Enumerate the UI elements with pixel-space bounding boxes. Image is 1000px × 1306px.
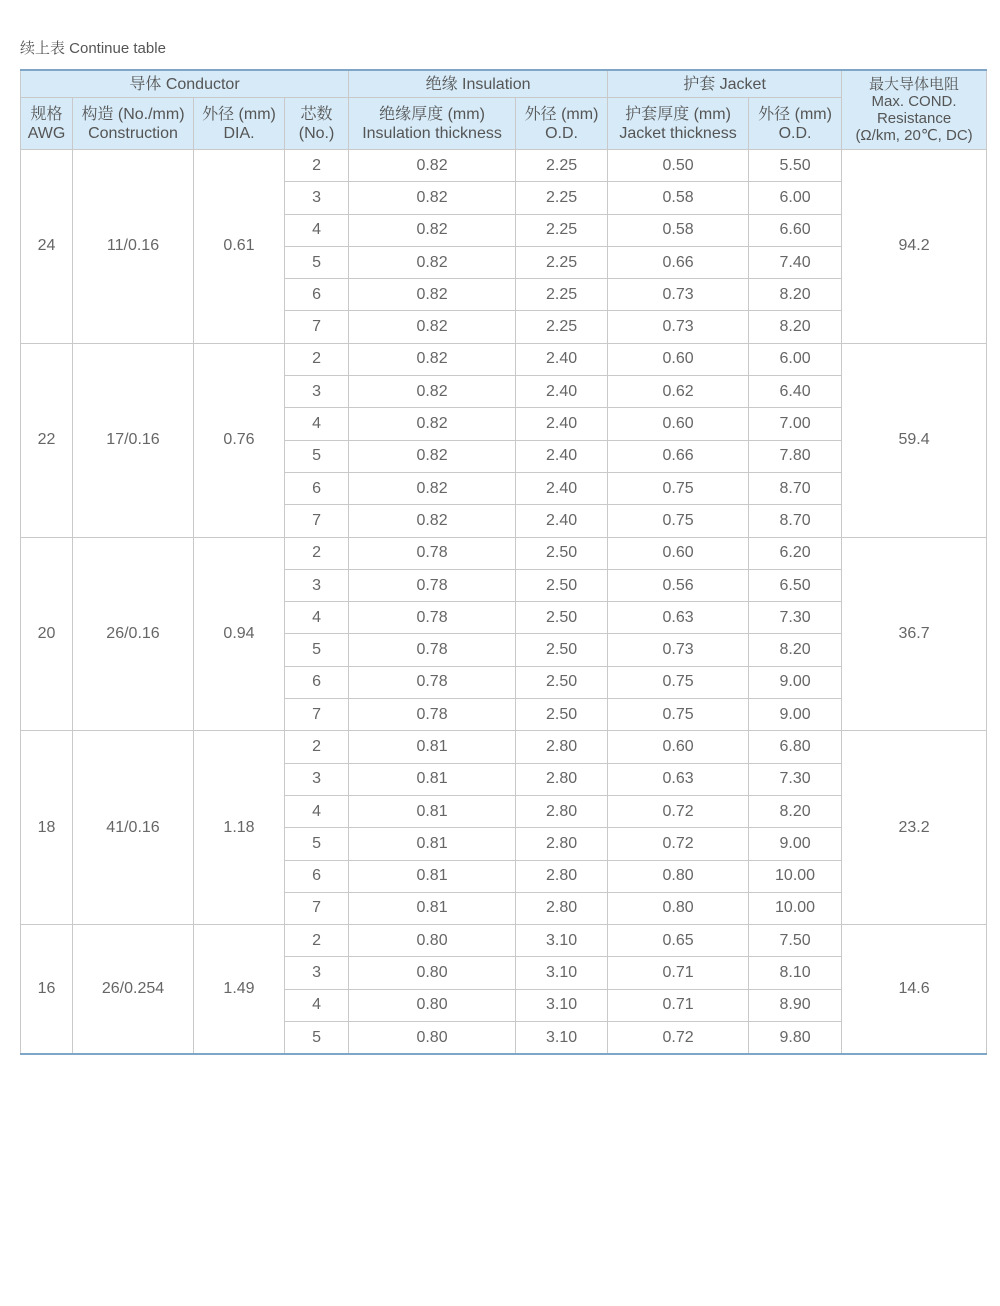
insulation-thickness-cell: 0.81 (349, 860, 516, 892)
awg-cell: 18 (21, 731, 73, 925)
jacket-od-cell: 10.00 (749, 860, 842, 892)
insulation-od-cell: 3.10 (516, 957, 608, 989)
insulation-thickness-cell: 0.82 (349, 214, 516, 246)
dia-cell: 0.61 (194, 150, 285, 344)
awg-cell: 20 (21, 537, 73, 731)
construction-cell: 17/0.16 (73, 343, 194, 537)
jacket-thickness-cell: 0.72 (608, 828, 749, 860)
insulation-od-cell: 3.10 (516, 925, 608, 957)
jacket-thickness-cell: 0.62 (608, 376, 749, 408)
insulation-thickness-cell: 0.78 (349, 537, 516, 569)
core-count-cell: 3 (285, 182, 349, 214)
jacket-thickness-cell: 0.60 (608, 731, 749, 763)
core-count-cell: 6 (285, 860, 349, 892)
construction-header-line: Construction (88, 124, 178, 142)
insulation-od-cell: 2.25 (516, 182, 608, 214)
jacket-od-cell: 8.10 (749, 957, 842, 989)
dia-cell: 1.18 (194, 731, 285, 925)
resistance-cell: 94.2 (842, 150, 987, 344)
cores-header (285, 98, 349, 150)
awg-header-line: 规格 (30, 105, 63, 123)
cores-header-line: (No.) (298, 124, 335, 142)
resistance-cell: 23.2 (842, 731, 987, 925)
jacket-thickness-cell: 0.75 (608, 472, 749, 504)
table-row (21, 537, 987, 569)
jacket-od-cell: 7.50 (749, 925, 842, 957)
core-count-cell: 5 (285, 440, 349, 472)
insulation-od-cell: 2.25 (516, 214, 608, 246)
core-count-cell: 7 (285, 311, 349, 343)
awg-cell: 22 (21, 343, 73, 537)
jacket-thickness-cell: 0.72 (608, 1022, 749, 1055)
insulation-od-cell: 2.25 (516, 279, 608, 311)
table-row (21, 731, 987, 763)
jacket-thickness-cell: 0.63 (608, 602, 749, 634)
jacket-thickness-header-line: Jacket thickness (619, 124, 737, 142)
jacket-thickness-cell: 0.71 (608, 989, 749, 1021)
jacket-thickness-cell: 0.73 (608, 634, 749, 666)
jacket-thickness-cell: 0.60 (608, 408, 749, 440)
jacket-od-cell: 7.30 (749, 602, 842, 634)
insulation-od-cell: 3.10 (516, 1022, 608, 1055)
jacket-od-cell: 5.50 (749, 150, 842, 182)
insulation-od-cell: 2.80 (516, 763, 608, 795)
insulation-od-cell: 2.80 (516, 795, 608, 827)
resistance-cell: 14.6 (842, 925, 987, 1055)
jacket-thickness-cell: 0.65 (608, 925, 749, 957)
jacket-thickness-cell: 0.56 (608, 569, 749, 601)
insulation-thickness-cell: 0.81 (349, 731, 516, 763)
jacket-thickness-cell: 0.60 (608, 537, 749, 569)
insulation-thickness-cell: 0.81 (349, 828, 516, 860)
resistance-header-line: 最大导体电阻 (869, 76, 960, 93)
insulation-od-cell: 2.50 (516, 699, 608, 731)
jacket-od-cell: 9.80 (749, 1022, 842, 1055)
jacket-header: 护套 Jacket (608, 70, 842, 98)
jacket-thickness-cell: 0.71 (608, 957, 749, 989)
table-row (21, 925, 987, 957)
jacket-od-cell: 8.20 (749, 279, 842, 311)
jacket-thickness-cell: 0.60 (608, 343, 749, 375)
table-row (21, 150, 987, 182)
jacket-od-cell: 6.20 (749, 537, 842, 569)
insulation-od-cell: 2.80 (516, 860, 608, 892)
core-count-cell: 4 (285, 408, 349, 440)
construction-cell: 26/0.254 (73, 925, 194, 1055)
insulation-thickness-cell: 0.82 (349, 182, 516, 214)
jacket-thickness-cell: 0.80 (608, 892, 749, 924)
dia-header-line: 外径 (mm) (202, 105, 276, 123)
jacket-thickness-cell: 0.63 (608, 763, 749, 795)
insulation-od-cell: 2.50 (516, 634, 608, 666)
core-count-cell: 2 (285, 537, 349, 569)
insulation-thickness-header-line: Insulation thickness (362, 124, 502, 142)
jacket-od-cell: 8.70 (749, 472, 842, 504)
construction-header (73, 98, 194, 150)
cable-spec-table (20, 69, 987, 1055)
core-count-cell: 4 (285, 214, 349, 246)
jacket-od-cell: 7.00 (749, 408, 842, 440)
insulation-od-cell: 2.40 (516, 505, 608, 537)
insulation-od-header (516, 98, 608, 150)
jacket-od-cell: 8.20 (749, 634, 842, 666)
resistance-cell: 36.7 (842, 537, 987, 731)
insulation-thickness-cell: 0.80 (349, 1022, 516, 1055)
cores-header-line: 芯数 (300, 105, 333, 123)
resistance-header (842, 70, 987, 150)
insulation-od-cell: 2.80 (516, 828, 608, 860)
insulation-thickness-cell: 0.82 (349, 376, 516, 408)
core-count-cell: 5 (285, 246, 349, 278)
insulation-thickness-cell: 0.82 (349, 246, 516, 278)
core-count-cell: 6 (285, 279, 349, 311)
jacket-od-header-line: O.D. (778, 124, 812, 142)
insulation-thickness-cell: 0.82 (349, 408, 516, 440)
insulation-header: 绝缘 Insulation (349, 70, 608, 98)
jacket-thickness-cell: 0.58 (608, 214, 749, 246)
awg-cell: 16 (21, 925, 73, 1055)
jacket-od-cell: 7.80 (749, 440, 842, 472)
insulation-od-cell: 2.40 (516, 472, 608, 504)
jacket-thickness-cell: 0.58 (608, 182, 749, 214)
dia-cell: 1.49 (194, 925, 285, 1055)
jacket-od-cell: 6.50 (749, 569, 842, 601)
core-count-cell: 6 (285, 472, 349, 504)
table-body (21, 150, 987, 1055)
jacket-od-cell: 7.30 (749, 763, 842, 795)
jacket-od-cell: 7.40 (749, 246, 842, 278)
resistance-header-line: (Ω/km, 20℃, DC) (855, 127, 973, 144)
insulation-thickness-cell: 0.82 (349, 311, 516, 343)
dia-header (194, 98, 285, 150)
insulation-od-cell: 2.25 (516, 246, 608, 278)
core-count-cell: 5 (285, 634, 349, 666)
insulation-thickness-cell: 0.81 (349, 763, 516, 795)
core-count-cell: 3 (285, 376, 349, 408)
insulation-thickness-cell: 0.78 (349, 699, 516, 731)
insulation-od-cell: 2.40 (516, 408, 608, 440)
jacket-od-cell: 10.00 (749, 892, 842, 924)
jacket-od-cell: 8.90 (749, 989, 842, 1021)
insulation-od-cell: 2.80 (516, 731, 608, 763)
insulation-thickness-cell: 0.81 (349, 892, 516, 924)
core-count-cell: 3 (285, 569, 349, 601)
jacket-thickness-cell: 0.50 (608, 150, 749, 182)
core-count-cell: 4 (285, 989, 349, 1021)
core-count-cell: 5 (285, 1022, 349, 1055)
insulation-thickness-cell: 0.80 (349, 957, 516, 989)
insulation-od-header-line: 外径 (mm) (524, 105, 599, 123)
construction-cell: 41/0.16 (73, 731, 194, 925)
dia-cell: 0.76 (194, 343, 285, 537)
insulation-thickness-header (349, 98, 516, 150)
jacket-od-cell: 9.00 (749, 828, 842, 860)
construction-header-line: 构造 (No./mm) (81, 105, 185, 123)
jacket-od-cell: 6.40 (749, 376, 842, 408)
jacket-od-cell: 6.00 (749, 182, 842, 214)
insulation-od-cell: 2.50 (516, 602, 608, 634)
insulation-thickness-cell: 0.80 (349, 989, 516, 1021)
jacket-od-cell: 6.00 (749, 343, 842, 375)
jacket-od-cell: 9.00 (749, 699, 842, 731)
resistance-header-line: Resistance (876, 110, 952, 127)
jacket-od-cell: 8.70 (749, 505, 842, 537)
jacket-od-cell: 6.80 (749, 731, 842, 763)
awg-header (21, 98, 73, 150)
insulation-od-cell: 2.50 (516, 569, 608, 601)
dia-header-line: DIA. (223, 124, 255, 142)
insulation-thickness-cell: 0.82 (349, 150, 516, 182)
jacket-thickness-cell: 0.80 (608, 860, 749, 892)
insulation-od-cell: 2.40 (516, 440, 608, 472)
insulation-thickness-cell: 0.78 (349, 634, 516, 666)
insulation-thickness-cell: 0.78 (349, 602, 516, 634)
insulation-thickness-cell: 0.82 (349, 505, 516, 537)
jacket-thickness-cell: 0.66 (608, 440, 749, 472)
jacket-thickness-cell: 0.73 (608, 311, 749, 343)
jacket-od-cell: 8.20 (749, 311, 842, 343)
awg-header-line: AWG (27, 124, 66, 142)
core-count-cell: 6 (285, 666, 349, 698)
core-count-cell: 7 (285, 892, 349, 924)
jacket-thickness-header-line: 护套厚度 (mm) (625, 105, 731, 123)
header-group-row (21, 70, 987, 98)
jacket-od-header (749, 98, 842, 150)
core-count-cell: 2 (285, 925, 349, 957)
construction-cell: 11/0.16 (73, 150, 194, 344)
construction-cell: 26/0.16 (73, 537, 194, 731)
insulation-thickness-cell: 0.82 (349, 440, 516, 472)
jacket-od-header-line: 外径 (mm) (758, 105, 832, 123)
jacket-thickness-cell: 0.75 (608, 666, 749, 698)
awg-cell: 24 (21, 150, 73, 344)
core-count-cell: 2 (285, 150, 349, 182)
jacket-thickness-cell: 0.75 (608, 505, 749, 537)
jacket-thickness-cell: 0.75 (608, 699, 749, 731)
jacket-od-cell: 9.00 (749, 666, 842, 698)
insulation-od-header-line: O.D. (545, 124, 578, 142)
jacket-thickness-cell: 0.72 (608, 795, 749, 827)
dia-cell: 0.94 (194, 537, 285, 731)
core-count-cell: 3 (285, 957, 349, 989)
resistance-cell: 59.4 (842, 343, 987, 537)
jacket-thickness-cell: 0.73 (608, 279, 749, 311)
core-count-cell: 4 (285, 602, 349, 634)
core-count-cell: 4 (285, 795, 349, 827)
resistance-header-line: Max. COND. (871, 93, 957, 110)
jacket-thickness-cell: 0.66 (608, 246, 749, 278)
insulation-od-cell: 2.50 (516, 537, 608, 569)
insulation-thickness-cell: 0.78 (349, 569, 516, 601)
insulation-thickness-cell: 0.82 (349, 279, 516, 311)
insulation-od-cell: 2.40 (516, 376, 608, 408)
core-count-cell: 7 (285, 505, 349, 537)
insulation-thickness-cell: 0.78 (349, 666, 516, 698)
insulation-thickness-cell: 0.80 (349, 925, 516, 957)
insulation-od-cell: 3.10 (516, 989, 608, 1021)
jacket-od-cell: 6.60 (749, 214, 842, 246)
core-count-cell: 2 (285, 731, 349, 763)
conductor-header: 导体 Conductor (21, 70, 349, 98)
table-row (21, 343, 987, 375)
jacket-od-cell: 8.20 (749, 795, 842, 827)
insulation-od-cell: 2.25 (516, 311, 608, 343)
insulation-thickness-header-line: 绝缘厚度 (mm) (379, 105, 485, 123)
core-count-cell: 7 (285, 699, 349, 731)
insulation-thickness-cell: 0.82 (349, 472, 516, 504)
jacket-thickness-header (608, 98, 749, 150)
insulation-od-cell: 2.50 (516, 666, 608, 698)
table-caption: 续上表 Continue table (20, 40, 166, 57)
insulation-thickness-cell: 0.82 (349, 343, 516, 375)
insulation-od-cell: 2.25 (516, 150, 608, 182)
insulation-thickness-cell: 0.81 (349, 795, 516, 827)
core-count-cell: 3 (285, 763, 349, 795)
core-count-cell: 5 (285, 828, 349, 860)
insulation-od-cell: 2.40 (516, 343, 608, 375)
insulation-od-cell: 2.80 (516, 892, 608, 924)
core-count-cell: 2 (285, 343, 349, 375)
